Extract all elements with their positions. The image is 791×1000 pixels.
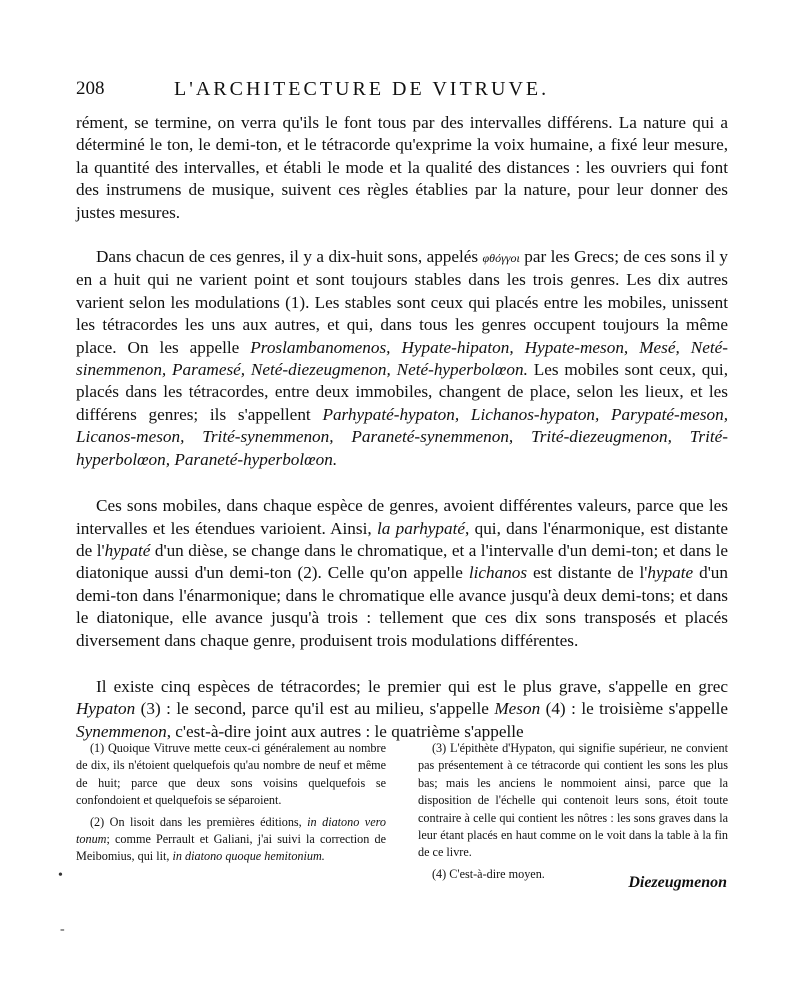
paragraph-4 [76, 676, 728, 743]
paragraph-2 [76, 246, 728, 471]
footnotes [76, 740, 728, 887]
margin-mark-2: - [60, 922, 65, 937]
paragraph-3-text-d: est distante de l' [527, 563, 648, 583]
paragraph-4-text-d: , c'est-à-dire joint aux autres : le quatrième s'appelle [166, 721, 524, 741]
footnote-2-quote-1: in diatono vero tonum [76, 814, 386, 847]
paragraph-4-text-a: Il existe cinq espèces de tétracordes; le premier qui est le plus grave, s'appelle en grec [96, 676, 728, 696]
term-parhypate: la parhypaté [376, 518, 466, 538]
paragraph-3-text-e: d'un demi-ton dans l'énarmonique; dans le chromatique elle avance jusqu'à deux demi-tons; et dans le diatonique, elle avance jusqu'à trois : tellement que ces dix sons transposés et placés diversement dans chaque genre, produisent trois modulations différentes. [76, 563, 728, 650]
term-hypate-2: hypate [647, 563, 694, 583]
paragraph-3-text-c: d'un dièse, se change dans le chromatique, et a l'intervalle d'un demi-ton; et dans le diatonique aussi d'un demi-ton (2). Celle qu'on appelle [76, 540, 728, 583]
greek-word: φθόγγοι [482, 251, 520, 266]
page-number: 208 [76, 78, 105, 99]
paragraph-2-text-a: Dans chacun de ces genres, il y a dix-huit sons, appelés [96, 247, 483, 267]
paragraph-2-text-c: Les mobiles sont ceux, qui, placés dans les tétracordes, entre deux immobiles, changent de place, selon les lieux, et les différens genres; ils s'appellent [76, 360, 728, 424]
term-lichanos: lichanos [468, 563, 528, 583]
footnotes-right-column [418, 740, 728, 887]
stable-sounds-list: Proslambanomenos, Hypate-hipaton, Hypate-meson, Mesé, Neté-sinemmenon, Paramesé, Neté-diezeugmenon, Neté-hyperbolœon. [76, 337, 728, 380]
footnote-4: (4) C'est-à-dire moyen. [432, 866, 545, 881]
paragraph-3 [76, 495, 728, 652]
footnote-3: (3) L'épithète d'Hypaton, qui signifie supérieur, ne convient pas présentement à ce tétracorde qui contient les sons les plus bas; mais les anciens le nommoient ainsi, parce que la disposition de l'échelle qui contenoit leurs sons, étoit toute contraire à celle qui contient les nôtres : les sons graves dans la leur étant placés en haut comme on le voit dans la table à la fin de ce livre. [418, 741, 728, 860]
paragraph-1-text: rément, se termine, on verra qu'ils le font tous par des intervalles différens. La nature qui a déterminé le ton, le demi-ton, et le tétracorde qu'exprime la voix humaine, a fixé leur mesure, la quantité des intervalles, et établi le mode et la qualité des distances : les ouvriers qui font des instrumens de musique, suivent ces règles établies par la nature, pour leur donner des justes mesures. [76, 113, 728, 222]
footnote-2-text-a: (2) On lisoit dans les premières éditions, [90, 814, 308, 829]
footnote-2 [76, 814, 386, 866]
main-text [76, 112, 728, 743]
page-header [76, 78, 728, 108]
paragraph-2-text-b: par les Grecs; de ces sons il y en a huit qui ne varient point et sont toujours stables dans les trois genres. Les dix autres varient selon les modulations (1). Les stables sont ceux qui placés entre les mobiles, unissent les tétracordes les uns aux autres, et qui, dans tous les genres occupent toujours la même place. On les appelle [76, 247, 728, 357]
footnotes-left-column [76, 740, 386, 887]
term-hypaton: Hypaton [76, 699, 136, 719]
paragraph-3-text-a: Ces sons mobiles, dans chaque espèce de genres, avoient différentes valeurs, parce que les intervalles et les étendues varioient. Ainsi, [76, 496, 728, 538]
footnote-2-text-b: ; comme Perrault et Galiani, j'ai suivi la correction de Meibomius, qui lit, [76, 832, 386, 864]
margin-mark: • [58, 868, 63, 883]
term-synemmenon: Synemmenon [76, 721, 167, 741]
paragraph-1 [76, 112, 728, 224]
catchword: Diezeugmenon [628, 874, 727, 891]
mobile-sounds-list: Parhypaté-hypaton, Lichanos-hypaton, Parypaté-meson, Licanos-meson, Trité-synemmenon, Paraneté-synemmenon, Trité-diezeugmenon, Trité-hyperbolœon, Paraneté-hyperbolœon. [76, 404, 728, 469]
term-meson: Meson [494, 699, 541, 719]
paragraph-4-text-c: (4) : le troisième s'appelle [540, 699, 728, 719]
paragraph-3-text-b: , qui, dans l'énarmonique, est distante de l' [76, 518, 728, 560]
paragraph-4-text-b: (3) : le second, parce qu'il est au milieu, s'appelle [135, 699, 495, 719]
footnote-2-quote-2: in diatono quoque hemitonium. [172, 849, 325, 864]
term-hypate: hypaté [104, 540, 151, 560]
running-title: L'ARCHITECTURE DE VITRUVE. [174, 78, 550, 100]
footnote-1: (1) Quoique Vitruve mette ceux-ci généralement au nombre de dix, ils n'étoient quelquefois qu'au nombre de neuf et même de huit; parce que deux sons voisins quelquefois se confondoient et quelquefois se séparoient. [76, 741, 386, 808]
